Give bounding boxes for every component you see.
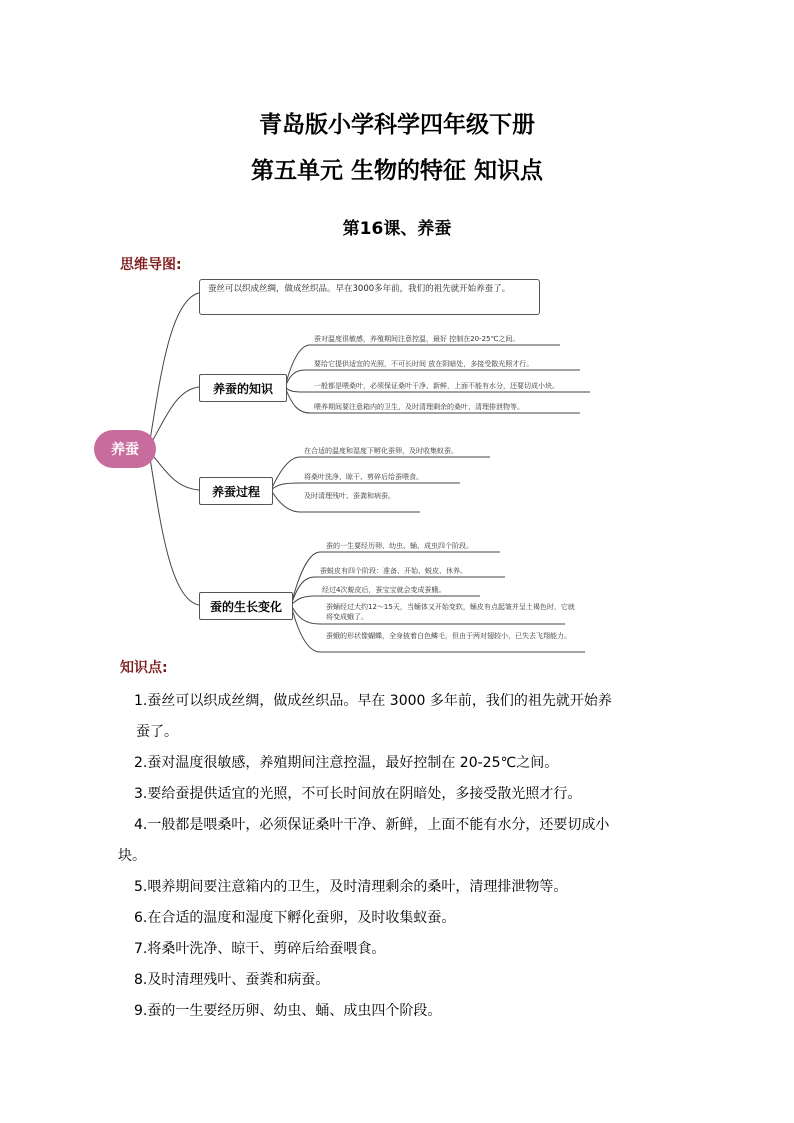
branch-silkworm-knowledge: 养蚕的知识: [199, 374, 287, 402]
connector-branch-1: [150, 387, 199, 445]
mindmap-root-note: 蚕丝可以织成丝绸，做成丝织品。早在3000多年前，我们的祖先就开始养蚕了。: [199, 279, 540, 315]
knowledge-point-continuation: 块。: [118, 848, 146, 864]
mindmap-center-node: 养蚕: [94, 430, 156, 468]
mindmap-leaf: 在合适的温度和湿度下孵化蚕卵，及时收集蚁蚕。: [304, 447, 458, 455]
mindmap-leaf: 将桑叶洗净、晾干、剪碎后给蚕喂食。: [304, 473, 423, 481]
knowledge-point: 9.蚕的一生要经历卵、幼虫、蛹、成虫四个阶段。: [134, 1003, 442, 1019]
knowledge-point: 4.一般都是喂桑叶，必须保证桑叶干净、新鲜，上面不能有水分，还要切成小: [134, 817, 610, 833]
connector-b3-l1: [291, 552, 500, 605]
branch-growth-changes: 蚕的生长变化: [199, 592, 293, 620]
mindmap-leaf: 喂养期间要注意箱内的卫生，及时清理剩余的桑叶，清理排泄物等。: [314, 403, 524, 411]
connector-b2-l2: [271, 483, 460, 490]
knowledge-point-continuation: 蚕了。: [136, 724, 178, 740]
unit-title: 第五单元 生物的特征 知识点: [250, 158, 543, 184]
mindmap-leaf: 一般都是喂桑叶，必须保证桑叶干净、新鲜，上面不能有水分，还要切成小块。: [314, 382, 559, 390]
knowledge-point: 6.在合适的温度和湿度下孵化蚕卵，及时收集蚁蚕。: [134, 910, 456, 926]
knowledge-point: 3.要给蚕提供适宜的光照，不可长时间放在阴暗处，多接受散光照才行。: [134, 786, 582, 802]
mindmap-leaf: 经过4次蜕皮后，蚕宝宝就会变成蚕蛾。: [322, 586, 446, 594]
mindmap-leaf: 蚕的一生要经历卵、幼虫、蛹、成虫四个阶段。: [326, 542, 473, 550]
knowledge-point: 5.喂养期间要注意箱内的卫生，及时清理剩余的桑叶，清理排泄物等。: [134, 879, 568, 895]
knowledge-point: 8.及时清理残叶、蚕粪和病蚕。: [134, 972, 330, 988]
knowledge-point: 1.蚕丝可以织成丝绸，做成丝织品。早在 3000 多年前，我们的祖先就开始养: [134, 693, 612, 709]
knowledge-point: 7.将桑叶洗净、晾干、剪碎后给蚕喂食。: [134, 941, 386, 957]
mindmap-leaf: 蚕对温度很敏感，养殖期间注意控温，最好 控制在20-25℃之间。: [314, 335, 520, 343]
connector-root: [150, 293, 199, 440]
mindmap-leaf: 蚕蛾的形状像蝴蝶，全身披着白色鳞毛，但由于两对翅较小，已失去飞翔能力。: [326, 632, 571, 640]
mindmap-leaf: 要给它提供适宜的光照，不可长时间 放在阴暗处，多接受散光照才行。: [314, 360, 534, 368]
document-title: 青岛版小学科学四年级下册: [259, 112, 535, 138]
knowledge-points-label: 知识点:: [120, 660, 168, 676]
lesson-title: 第16课、养蚕: [342, 219, 452, 239]
mindmap-leaf: 蚕蛹经过大约12～15天，当蛹体又开始变软，蛹皮有点起皱并呈土褐色时，它就将变成蛾了。: [326, 603, 575, 621]
knowledge-point: 2.蚕对温度很敏感，养殖期间注意控温，最好控制在 20-25℃之间。: [134, 755, 559, 771]
connector-branch-2: [150, 452, 199, 490]
branch-raising-process: 养蚕过程: [199, 477, 273, 505]
mindmap-label: 思维导图:: [120, 257, 182, 273]
mindmap-leaf: 蚕蜕皮有四个阶段：准备、开始、蜕皮、休养。: [320, 567, 467, 575]
connector-branch-3: [150, 458, 199, 605]
knowledge-points-list: [118, 686, 678, 1027]
mindmap-leaf: 及时清理残叶、蚕粪和病蚕。: [304, 492, 395, 500]
